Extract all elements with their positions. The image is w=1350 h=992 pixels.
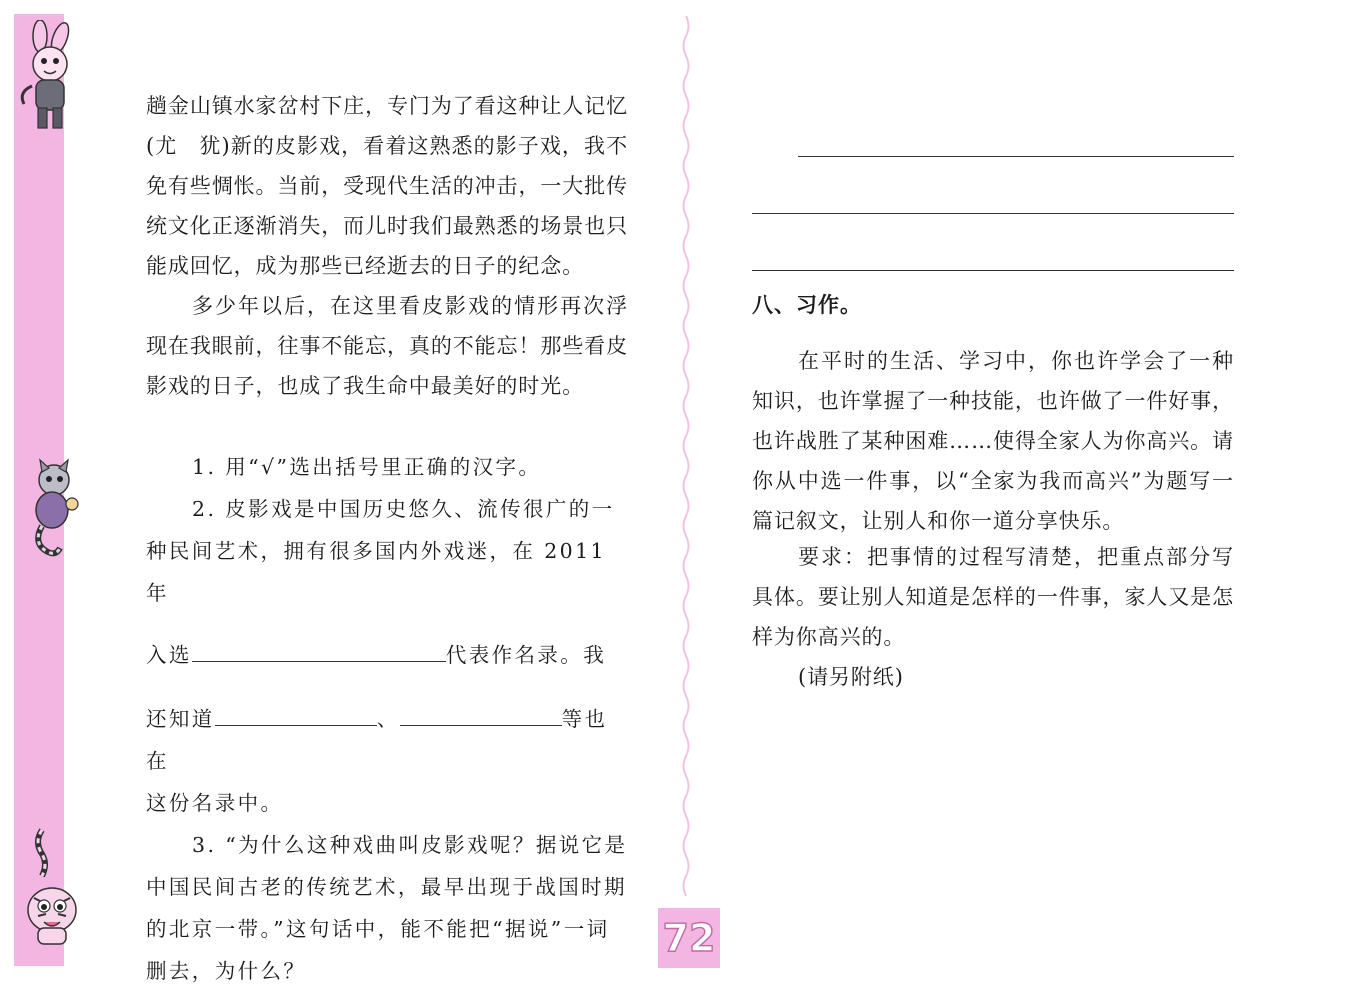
- fill-in-suffix: 等也在: [146, 707, 608, 773]
- rabbit-cartoon-icon: [10, 20, 84, 140]
- question-2-line-1: 2. 皮影戏是中国历史悠久、流传很广的一: [192, 497, 615, 521]
- question-3: 3. “为什么这种戏曲叫皮影戏呢？据说它是中国民间古老的传统艺术，最早出现于战国时期的北京一带。”这句话中，能不能把“据说”一词删去，为什么？: [146, 833, 628, 983]
- fill-in-separator: 、: [376, 707, 400, 731]
- answer-blank-heritage-list[interactable]: [192, 639, 446, 662]
- fill-in-suffix: 代表作名录。我: [445, 643, 607, 667]
- answer-blank-item-1[interactable]: [215, 703, 377, 726]
- question-2-line-4: [146, 698, 628, 782]
- question-2-line-5: 这份名录中。: [146, 791, 284, 815]
- attach-paper-note: (请另附纸): [798, 665, 904, 689]
- center-fold-decoration: [676, 16, 696, 896]
- section-title-composition: 八、习作。: [752, 293, 862, 317]
- composition-prompt: 在平时的生活、学习中，你也许学会了一种知识，也许掌握了一种技能，也许做了一件好事，也许战胜了某种困难……使得全家人为你高兴。请你从中选一件事，以“全家为我而高兴”为题写一篇记叙文，让别人和你一道分享快乐。: [752, 349, 1234, 533]
- fill-in-prefix: 还知道: [146, 707, 215, 731]
- question-1: 1. 用“√”选出括号里正确的汉字。: [192, 455, 542, 479]
- tiger-cartoon-icon: [12, 820, 86, 950]
- question-list: [146, 446, 628, 992]
- answer-blank-item-2[interactable]: [400, 703, 562, 726]
- left-page: [146, 86, 628, 992]
- page-number: 72: [658, 908, 720, 968]
- answer-writing-line-3[interactable]: [752, 214, 1234, 271]
- right-page: [752, 100, 1234, 697]
- answer-writing-line-2[interactable]: [752, 157, 1234, 214]
- passage-paragraph-2: 多少年以后，在这里看皮影戏的情形再次浮现在我眼前，往事不能忘，真的不能忘！那些看皮影戏的日子，也成了我生命中最美好的时光。: [146, 294, 628, 398]
- composition-requirements: 要求：把事情的过程写清楚，把重点部分写具体。要让别人知道是怎样的一件事，家人又是怎样为你高兴的。: [752, 545, 1234, 649]
- answer-writing-line-1[interactable]: [798, 100, 1234, 157]
- question-2-line-2: 种民间艺术，拥有很多国内外戏迷，在 2011 年: [146, 539, 606, 605]
- raccoon-cartoon-icon: [12, 452, 86, 562]
- question-2-line-3: [146, 634, 628, 676]
- passage-paragraph-1: 趟金山镇水家岔村下庄，专门为了看这种让人记忆(尤 犹)新的皮影戏，看着这熟悉的影子戏，我不免有些惆怅。当前，受现代生活的冲击，一大批传统文化正逐渐消失，而儿时我们最熟悉的场景也只能成回忆，成为那些已经逝去的日子的纪念。: [146, 94, 628, 278]
- fill-in-prefix: 入选: [146, 643, 192, 667]
